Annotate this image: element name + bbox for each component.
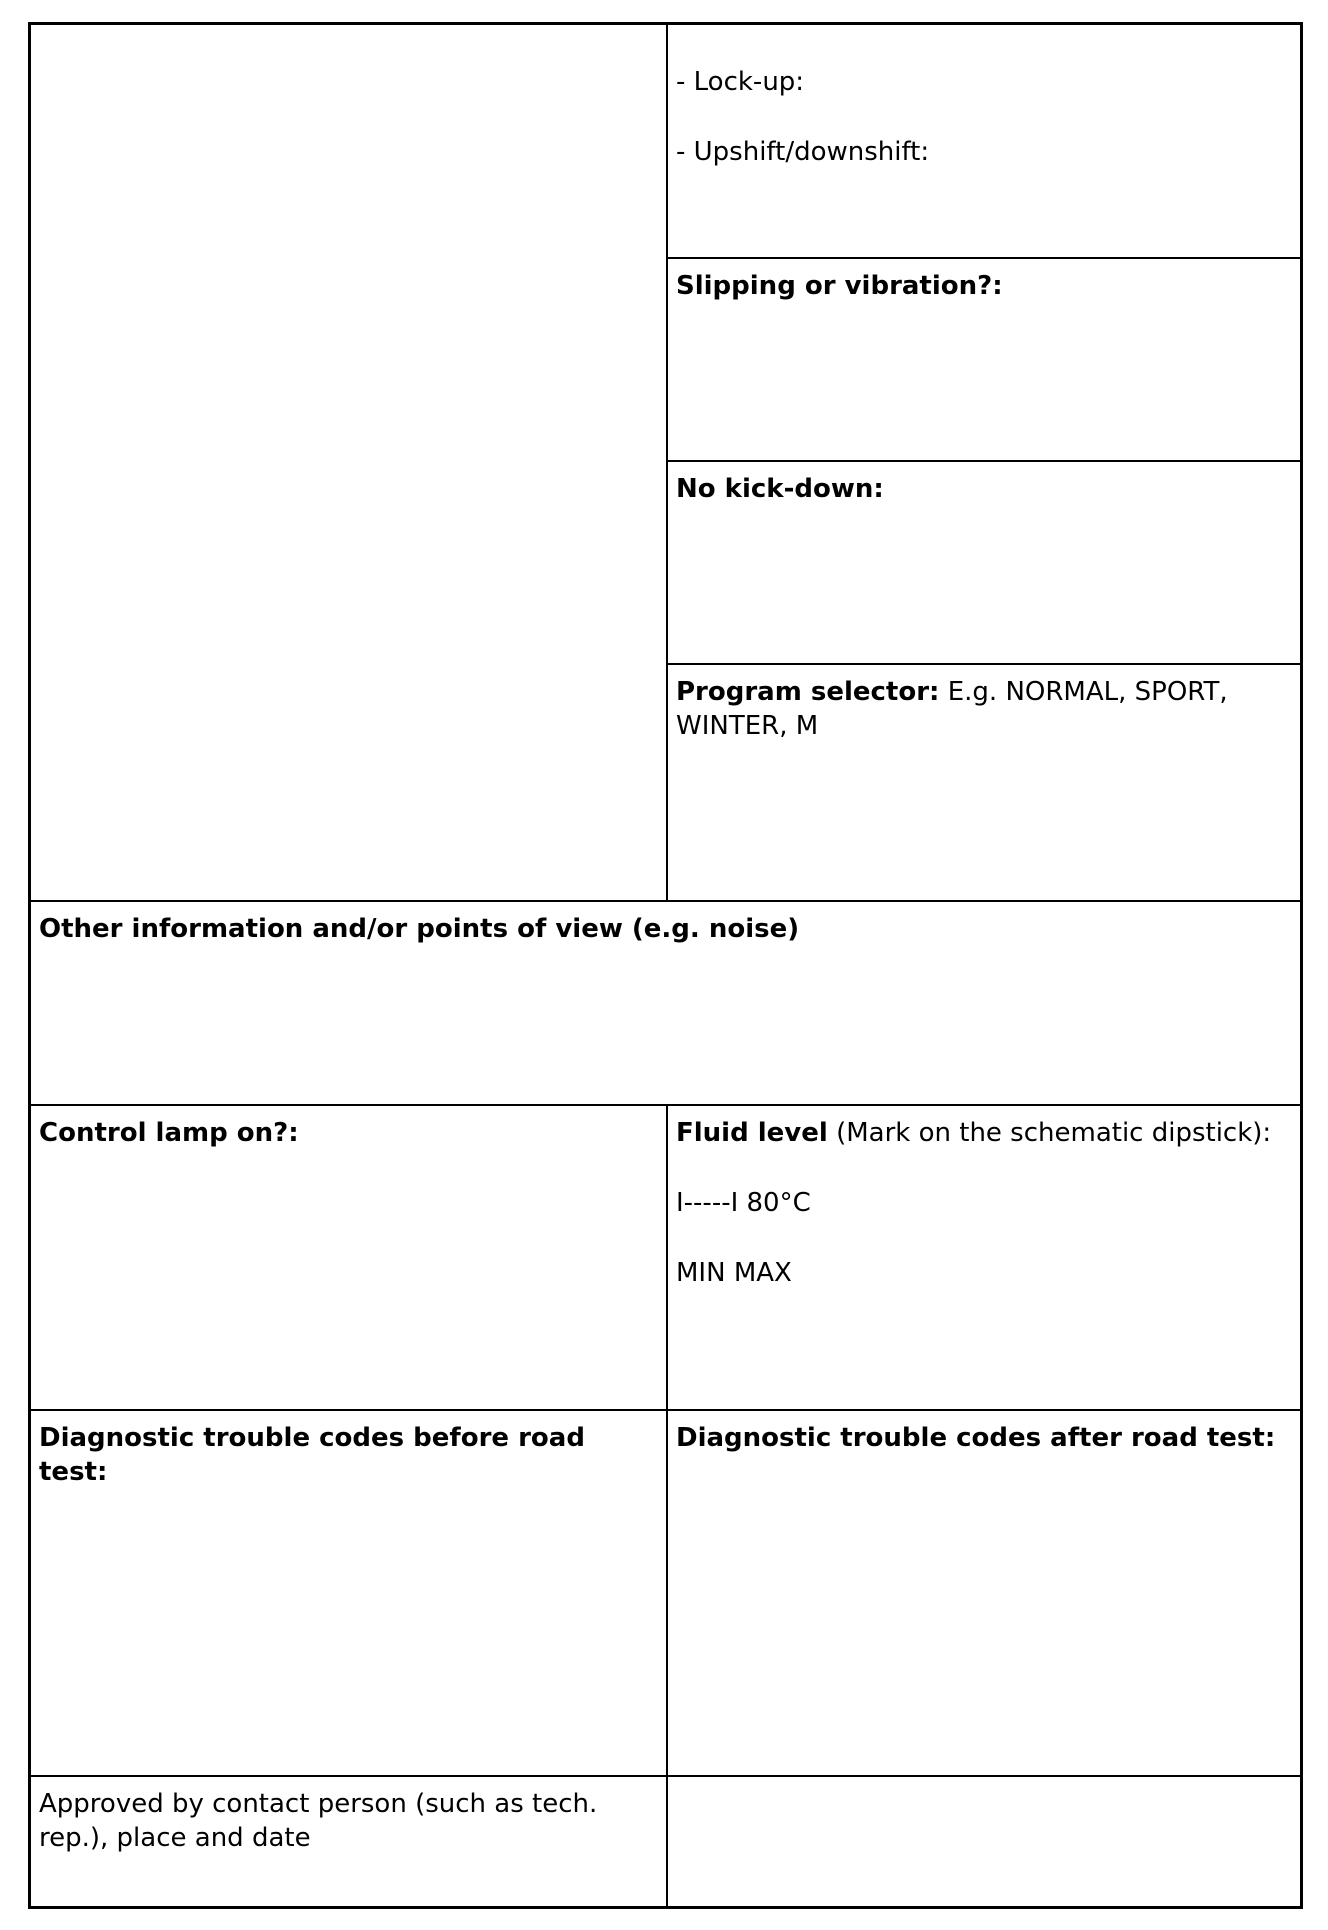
upshift-downshift-label: - Upshift/downshift: — [676, 137, 930, 167]
slipping-cell[interactable] — [668, 259, 1303, 460]
approval-cell[interactable] — [31, 1777, 666, 1909]
other-info-cell[interactable] — [31, 902, 1303, 1104]
slipping-label: Slipping or vibration?: — [676, 271, 1003, 301]
shift-quality-cell[interactable] — [668, 25, 1303, 257]
signature-cell[interactable] — [668, 1777, 1303, 1909]
other-info-label: Other information and/or points of view (e.g. noise) — [39, 914, 800, 944]
dipstick-scale: MIN MAX — [676, 1258, 792, 1288]
control-lamp-label: Control lamp on?: — [39, 1118, 299, 1148]
dipstick-schematic: I-----I 80°C — [676, 1188, 811, 1218]
kickdown-cell[interactable] — [668, 462, 1303, 663]
road-test-form — [28, 22, 1303, 1909]
fluid-level-label: Fluid level — [676, 1118, 828, 1148]
fluid-level-instruction: (Mark on the schematic dipstick): — [827, 1118, 1272, 1148]
dtc-before-label: Diagnostic trouble codes before road test: — [39, 1423, 585, 1487]
dtc-before-cell[interactable] — [31, 1411, 666, 1775]
fluid-level-cell[interactable] — [668, 1106, 1303, 1409]
dtc-after-label: Diagnostic trouble codes after road test: — [676, 1423, 1276, 1453]
kickdown-label: No kick-down: — [676, 474, 884, 504]
program-selector-label: Program selector: — [676, 677, 940, 707]
program-selector-cell[interactable] — [668, 665, 1303, 900]
approval-label: Approved by contact person (such as tech. rep.), place and date — [39, 1789, 598, 1853]
blank-top-left-cell[interactable] — [31, 25, 666, 900]
control-lamp-cell[interactable] — [31, 1106, 666, 1409]
dtc-after-cell[interactable] — [668, 1411, 1303, 1775]
lockup-label: - Lock-up: — [676, 67, 805, 97]
program-selector-text — [676, 675, 1295, 743]
fluid-level-text — [676, 1116, 1295, 1150]
program-selector-options: E.g. NORMAL, SPORT, WINTER, M — [676, 677, 1228, 741]
